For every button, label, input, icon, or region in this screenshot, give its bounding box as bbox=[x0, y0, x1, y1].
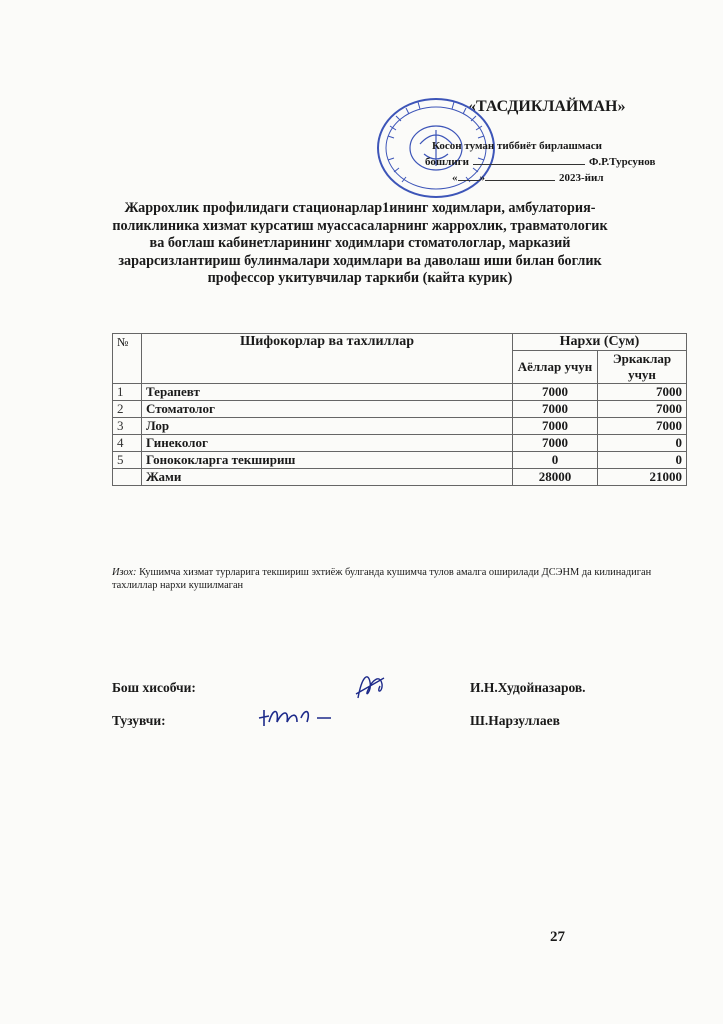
row-men-price: 7000 bbox=[598, 418, 687, 435]
table-header-row bbox=[113, 334, 687, 351]
page-number: 27 bbox=[550, 929, 565, 945]
table-total-row bbox=[113, 469, 687, 486]
total-men-price: 21000 bbox=[598, 469, 687, 486]
row-number: 1 bbox=[113, 384, 142, 401]
header-men: Эркаклар учун bbox=[598, 351, 687, 384]
compiler-signature bbox=[255, 700, 335, 730]
row-number: 3 bbox=[113, 418, 142, 435]
header-doctors: Шифокорлар ва тахлиллар bbox=[142, 334, 513, 384]
approval-month-blank bbox=[485, 180, 555, 181]
table-row bbox=[113, 384, 687, 401]
row-name: Лор bbox=[142, 418, 513, 435]
approval-date-open: « bbox=[452, 172, 458, 184]
footnote bbox=[112, 567, 672, 592]
approval-day-blank bbox=[458, 180, 480, 181]
approval-organization: Косон туман тиббиёт бирлашмаси bbox=[432, 140, 602, 152]
approval-year: 2023-йил bbox=[559, 172, 604, 184]
header-women: Аёллар учун bbox=[513, 351, 598, 384]
approval-title: «ТАСДИКЛАЙМАН» bbox=[468, 98, 626, 115]
header-price: Нархи (Сум) bbox=[513, 334, 687, 351]
row-name: Стоматолог bbox=[142, 401, 513, 418]
table-row bbox=[113, 418, 687, 435]
row-men-price: 7000 bbox=[598, 401, 687, 418]
compiler-label: Тузувчи: bbox=[112, 713, 166, 728]
row-name: Гинеколог bbox=[142, 435, 513, 452]
total-women-price: 28000 bbox=[513, 469, 598, 486]
total-number-cell bbox=[113, 469, 142, 486]
total-label: Жами bbox=[142, 469, 513, 486]
approval-head-name: Ф.Р.Турсунов bbox=[588, 156, 656, 168]
footnote-label: Изох: bbox=[112, 567, 137, 578]
approval-head-line bbox=[425, 156, 655, 168]
approval-signature-blank bbox=[473, 164, 585, 165]
chief-accountant-label: Бош хисобчи: bbox=[112, 680, 196, 695]
approval-date-close: » bbox=[479, 172, 485, 184]
table-row bbox=[113, 452, 687, 469]
table-row bbox=[113, 401, 687, 418]
row-women-price: 7000 bbox=[513, 384, 598, 401]
header-number: № bbox=[113, 334, 142, 384]
row-name: Гонококларга текшириш bbox=[142, 452, 513, 469]
row-men-price: 0 bbox=[598, 435, 687, 452]
row-women-price: 7000 bbox=[513, 401, 598, 418]
chief-signature bbox=[350, 668, 390, 708]
row-number: 2 bbox=[113, 401, 142, 418]
table-row bbox=[113, 435, 687, 452]
approval-head-label: бошлиги bbox=[425, 156, 469, 168]
price-table bbox=[112, 333, 687, 486]
chief-accountant-name: И.Н.Худойназаров. bbox=[470, 680, 586, 695]
row-number: 5 bbox=[113, 452, 142, 469]
document-title: Жаррохлик профилидаги стационарлар1ининг ходимлари, амбулатория-поликлиника хизмат курсатиш муассасаларнинг жаррохлик, травматологик ва боглаш кабинетларининг ходимлари стоматологлар, марказий зарарсизлантириш булинмалари ходимлари ва даволаш иши билан боглик профессор укитувчилар таркиби (кайта курик) bbox=[112, 200, 608, 286]
row-women-price: 7000 bbox=[513, 418, 598, 435]
row-women-price: 0 bbox=[513, 452, 598, 469]
row-name: Терапевт bbox=[142, 384, 513, 401]
row-men-price: 0 bbox=[598, 452, 687, 469]
approval-date-line bbox=[452, 172, 604, 184]
footnote-text: Кушимча хизмат турларига текшириш эхтиёж булганда кушимча тулов амалга оширилади ДСЭНМ да килинадиган тахлиллар нархи кушилмаган bbox=[112, 567, 652, 591]
row-men-price: 7000 bbox=[598, 384, 687, 401]
row-number: 4 bbox=[113, 435, 142, 452]
row-women-price: 7000 bbox=[513, 435, 598, 452]
compiler-name: Ш.Нарзуллаев bbox=[470, 713, 560, 728]
